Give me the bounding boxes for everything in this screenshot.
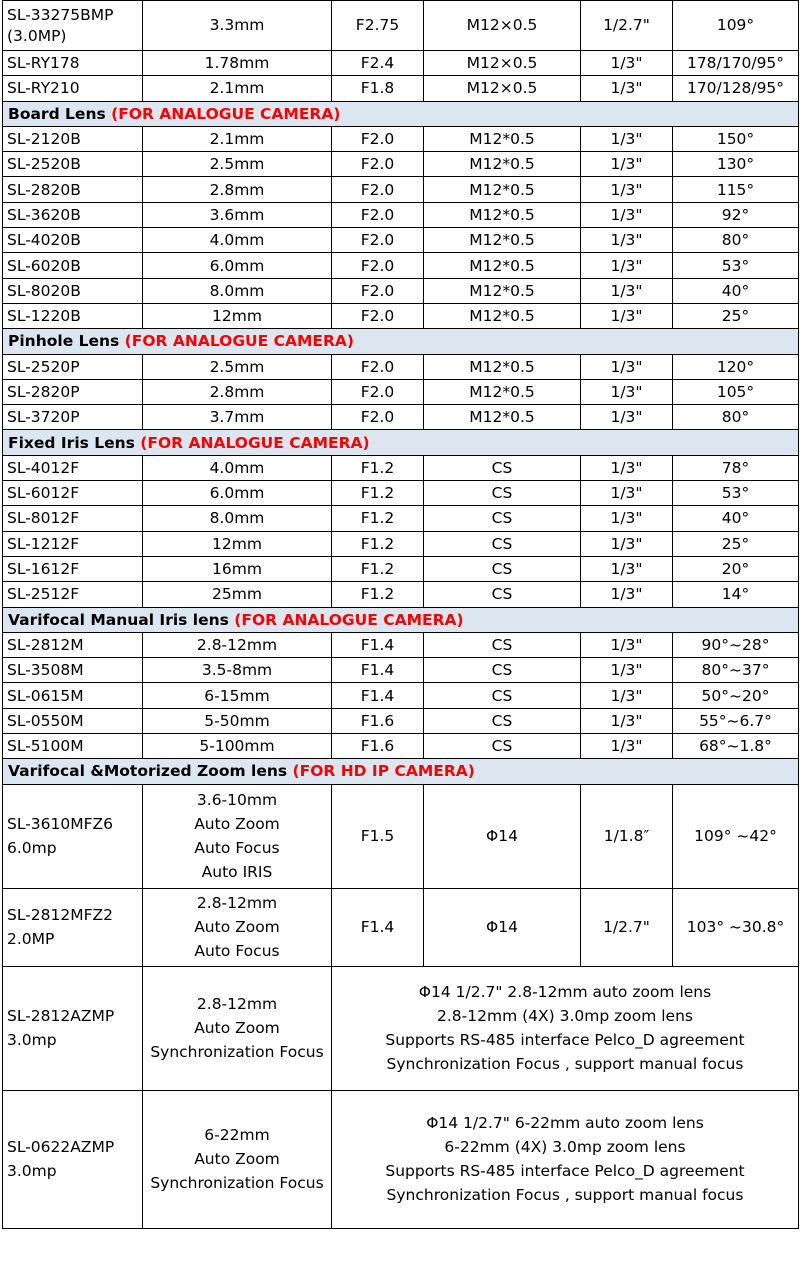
- aperture-cell: F1.2: [332, 506, 424, 531]
- focal-length-cell: 25mm: [143, 582, 332, 607]
- aperture-cell: F2.0: [332, 379, 424, 404]
- model-line: SL-3610MFZ6: [7, 815, 114, 834]
- aperture-cell: F1.4: [332, 683, 424, 708]
- sensor-cell: 1/3": [581, 202, 673, 227]
- view-angle-cell: 55°~6.7°: [673, 708, 799, 733]
- table-row: [3, 966, 799, 1090]
- section-title: Varifocal &Motorized Zoom lens: [8, 762, 293, 781]
- sensor-cell: 1/3": [581, 379, 673, 404]
- focal-length-cell: [143, 966, 332, 1090]
- lens-spec-table: [2, 0, 799, 1229]
- focal-length-cell: 6.0mm: [143, 253, 332, 278]
- mount-cell: CS: [424, 531, 581, 556]
- mount-cell: M12×0.5: [424, 51, 581, 76]
- section-header-row: [3, 430, 799, 455]
- mount-cell: CS: [424, 481, 581, 506]
- model-cell: SL-3508M: [3, 658, 143, 683]
- sensor-cell: 1/3": [581, 708, 673, 733]
- table-row: [3, 582, 799, 607]
- view-angle-cell: 120°: [673, 354, 799, 379]
- focal-length-cell: 4.0mm: [143, 228, 332, 253]
- mount-cell: M12*0.5: [424, 278, 581, 303]
- sensor-cell: 1/3": [581, 253, 673, 278]
- focal-length-cell: [143, 1090, 332, 1228]
- aperture-cell: F2.0: [332, 152, 424, 177]
- section-header-row: [3, 607, 799, 632]
- table-row: [3, 658, 799, 683]
- view-angle-cell: 14°: [673, 582, 799, 607]
- feature-line: Auto Zoom: [194, 918, 280, 937]
- focal-length-cell: 2.5mm: [143, 152, 332, 177]
- description-line: Supports RS-485 interface Pelco_D agreement: [385, 1162, 745, 1181]
- view-angle-cell: 90°~28°: [673, 632, 799, 657]
- mount-cell: M12×0.5: [424, 76, 581, 101]
- sensor-cell: 1/2.7": [581, 1, 673, 51]
- section-header-row: [3, 329, 799, 354]
- view-angle-cell: 25°: [673, 303, 799, 328]
- view-angle-cell: 150°: [673, 126, 799, 151]
- mount-cell: CS: [424, 556, 581, 581]
- focal-length-cell: 2.8-12mm: [143, 632, 332, 657]
- model-cell: SL-0615M: [3, 683, 143, 708]
- aperture-cell: F1.6: [332, 734, 424, 759]
- aperture-cell: F2.0: [332, 405, 424, 430]
- sensor-cell: 1/3": [581, 126, 673, 151]
- table-row: [3, 303, 799, 328]
- table-row: [3, 632, 799, 657]
- sensor-cell: 1/3": [581, 405, 673, 430]
- view-angle-cell: 25°: [673, 531, 799, 556]
- model-cell: [3, 784, 143, 888]
- view-angle-cell: 78°: [673, 455, 799, 480]
- sensor-cell: 1/3": [581, 506, 673, 531]
- model-cell: SL-2120B: [3, 126, 143, 151]
- section-header: [3, 329, 799, 354]
- section-header: [3, 607, 799, 632]
- model-cell: SL-4012F: [3, 455, 143, 480]
- table-row: [3, 683, 799, 708]
- aperture-cell: F2.0: [332, 126, 424, 151]
- mount-cell: M12*0.5: [424, 379, 581, 404]
- model-cell: SL-RY210: [3, 76, 143, 101]
- aperture-cell: F2.75: [332, 1, 424, 51]
- aperture-cell: F1.6: [332, 708, 424, 733]
- mount-cell: M12*0.5: [424, 354, 581, 379]
- focal-length-cell: 8.0mm: [143, 278, 332, 303]
- feature-line: Auto Zoom: [194, 1150, 280, 1169]
- table-row: [3, 379, 799, 404]
- mount-cell: CS: [424, 734, 581, 759]
- focal-length-cell: [143, 888, 332, 966]
- focal-length-cell: 3.6mm: [143, 202, 332, 227]
- feature-line: 2.8-12mm: [196, 894, 278, 913]
- view-angle-cell: 109°: [673, 1, 799, 51]
- table-row: [3, 278, 799, 303]
- focal-length-cell: 3.5-8mm: [143, 658, 332, 683]
- focal-length-cell: 5-50mm: [143, 708, 332, 733]
- sensor-cell: 1/3": [581, 152, 673, 177]
- model-cell: SL-3620B: [3, 202, 143, 227]
- table-row: [3, 506, 799, 531]
- mount-cell: CS: [424, 455, 581, 480]
- section-note: (FOR HD IP CAMERA): [292, 762, 475, 781]
- section-note: (FOR ANALOGUE CAMERA): [140, 433, 370, 452]
- model-cell: SL-2812M: [3, 632, 143, 657]
- focal-length-cell: 5-100mm: [143, 734, 332, 759]
- mount-cell: CS: [424, 658, 581, 683]
- table-row: [3, 51, 799, 76]
- aperture-cell: F1.5: [332, 784, 424, 888]
- model-cell: SL-2520P: [3, 354, 143, 379]
- view-angle-cell: 109° ~42°: [673, 784, 799, 888]
- sensor-cell: 1/3": [581, 303, 673, 328]
- view-angle-cell: 80°: [673, 228, 799, 253]
- model-cell: SL-2820P: [3, 379, 143, 404]
- aperture-cell: F2.4: [332, 51, 424, 76]
- aperture-cell: F2.0: [332, 253, 424, 278]
- focal-length-cell: 3.3mm: [143, 1, 332, 51]
- section-header-row: [3, 101, 799, 126]
- aperture-cell: F1.2: [332, 531, 424, 556]
- section-note: (FOR ANALOGUE CAMERA): [234, 610, 464, 629]
- section-note: (FOR ANALOGUE CAMERA): [111, 104, 341, 123]
- focal-length-cell: 2.5mm: [143, 354, 332, 379]
- model-line: (3.0MP): [7, 26, 67, 45]
- feature-line: 6-22mm: [204, 1126, 270, 1145]
- sensor-cell: 1/3": [581, 683, 673, 708]
- aperture-cell: F1.4: [332, 658, 424, 683]
- mount-cell: Φ14: [424, 888, 581, 966]
- aperture-cell: F1.2: [332, 455, 424, 480]
- focal-length-cell: 16mm: [143, 556, 332, 581]
- section-note: (FOR ANALOGUE CAMERA): [124, 332, 355, 351]
- model-cell: SL-0550M: [3, 708, 143, 733]
- model-cell: SL-RY178: [3, 51, 143, 76]
- table-row: [3, 531, 799, 556]
- model-cell: SL-2520B: [3, 152, 143, 177]
- model-cell: SL-1220B: [3, 303, 143, 328]
- model-cell: [3, 1090, 143, 1228]
- view-angle-cell: 20°: [673, 556, 799, 581]
- view-angle-cell: 40°: [673, 278, 799, 303]
- mount-cell: CS: [424, 632, 581, 657]
- mount-cell: M12*0.5: [424, 303, 581, 328]
- mount-cell: CS: [424, 708, 581, 733]
- table-row: [3, 708, 799, 733]
- focal-length-cell: 12mm: [143, 531, 332, 556]
- mount-cell: CS: [424, 582, 581, 607]
- feature-line: Auto Focus: [194, 839, 280, 858]
- view-angle-cell: 80°: [673, 405, 799, 430]
- view-angle-cell: 170/128/95°: [673, 76, 799, 101]
- view-angle-cell: 68°~1.8°: [673, 734, 799, 759]
- sensor-cell: 1/3": [581, 658, 673, 683]
- aperture-cell: F2.0: [332, 278, 424, 303]
- model-cell: SL-2820B: [3, 177, 143, 202]
- focal-length-cell: 6.0mm: [143, 481, 332, 506]
- mount-cell: M12*0.5: [424, 228, 581, 253]
- sensor-cell: 1/2.7": [581, 888, 673, 966]
- focal-length-cell: 1.78mm: [143, 51, 332, 76]
- table-row: [3, 1, 799, 51]
- focal-length-cell: 2.8mm: [143, 177, 332, 202]
- view-angle-cell: 50°~20°: [673, 683, 799, 708]
- sensor-cell: 1/3": [581, 51, 673, 76]
- description-line: Synchronization Focus , support manual focus: [386, 1186, 744, 1205]
- model-cell: SL-4020B: [3, 228, 143, 253]
- aperture-cell: F2.0: [332, 303, 424, 328]
- view-angle-cell: 40°: [673, 506, 799, 531]
- model-cell: [3, 1, 143, 51]
- table-row: [3, 455, 799, 480]
- model-cell: [3, 966, 143, 1090]
- sensor-cell: 1/1.8″: [581, 784, 673, 888]
- aperture-cell: F1.2: [332, 481, 424, 506]
- model-cell: SL-3720P: [3, 405, 143, 430]
- view-angle-cell: 103° ~30.8°: [673, 888, 799, 966]
- model-line: 6.0mp: [7, 839, 57, 858]
- sensor-cell: 1/3": [581, 481, 673, 506]
- mount-cell: M12*0.5: [424, 126, 581, 151]
- focal-length-cell: 8.0mm: [143, 506, 332, 531]
- mount-cell: M12*0.5: [424, 253, 581, 278]
- section-title: Pinhole Lens: [8, 332, 125, 351]
- model-cell: SL-5100M: [3, 734, 143, 759]
- table-row: [3, 405, 799, 430]
- model-cell: SL-1212F: [3, 531, 143, 556]
- feature-line: Synchronization Focus: [150, 1174, 324, 1193]
- focal-length-cell: 3.7mm: [143, 405, 332, 430]
- sensor-cell: 1/3": [581, 228, 673, 253]
- table-row: [3, 177, 799, 202]
- sensor-cell: 1/3": [581, 455, 673, 480]
- aperture-cell: F2.0: [332, 228, 424, 253]
- aperture-cell: F1.2: [332, 582, 424, 607]
- mount-cell: M12*0.5: [424, 202, 581, 227]
- aperture-cell: F2.0: [332, 354, 424, 379]
- table-row: [3, 734, 799, 759]
- view-angle-cell: 178/170/95°: [673, 51, 799, 76]
- model-cell: SL-2512F: [3, 582, 143, 607]
- section-title: Board Lens: [8, 104, 112, 123]
- view-angle-cell: 80°~37°: [673, 658, 799, 683]
- section-header: [3, 101, 799, 126]
- model-line: SL-2812AZMP: [7, 1007, 115, 1026]
- feature-line: 3.6-10mm: [196, 791, 278, 810]
- sensor-cell: 1/3": [581, 556, 673, 581]
- mount-cell: CS: [424, 506, 581, 531]
- table-row: [3, 556, 799, 581]
- description-cell: [332, 966, 799, 1090]
- view-angle-cell: 105°: [673, 379, 799, 404]
- mount-cell: M12×0.5: [424, 1, 581, 51]
- model-line: 3.0mp: [7, 1162, 57, 1181]
- mount-cell: M12*0.5: [424, 177, 581, 202]
- model-line: SL-0622AZMP: [7, 1138, 115, 1157]
- sensor-cell: 1/3": [581, 531, 673, 556]
- description-line: Supports RS-485 interface Pelco_D agreement: [385, 1031, 745, 1050]
- description-line: 2.8-12mm (4X) 3.0mp zoom lens: [437, 1007, 693, 1026]
- aperture-cell: F2.0: [332, 202, 424, 227]
- view-angle-cell: 53°: [673, 481, 799, 506]
- aperture-cell: F1.4: [332, 632, 424, 657]
- table-row: [3, 354, 799, 379]
- table-row: [3, 481, 799, 506]
- section-header-row: [3, 759, 799, 784]
- description-line: Φ14 1/2.7" 2.8-12mm auto zoom lens: [418, 983, 712, 1002]
- section-header: [3, 759, 799, 784]
- mount-cell: M12*0.5: [424, 405, 581, 430]
- model-line: 2.0MP: [7, 930, 55, 949]
- sensor-cell: 1/3": [581, 632, 673, 657]
- table-row: [3, 253, 799, 278]
- aperture-cell: F1.2: [332, 556, 424, 581]
- description-line: Synchronization Focus , support manual focus: [386, 1055, 744, 1074]
- feature-line: Auto Zoom: [194, 815, 280, 834]
- section-title: Fixed Iris Lens: [8, 433, 141, 452]
- section-header: [3, 430, 799, 455]
- sensor-cell: 1/3": [581, 582, 673, 607]
- mount-cell: CS: [424, 683, 581, 708]
- focal-length-cell: 2.1mm: [143, 126, 332, 151]
- sensor-cell: 1/3": [581, 76, 673, 101]
- focal-length-cell: 2.8mm: [143, 379, 332, 404]
- description-line: 6-22mm (4X) 3.0mp zoom lens: [444, 1138, 686, 1157]
- description-line: Φ14 1/2.7" 6-22mm auto zoom lens: [426, 1114, 704, 1133]
- focal-length-cell: [143, 784, 332, 888]
- sensor-cell: 1/3": [581, 177, 673, 202]
- feature-line: 2.8-12mm: [196, 995, 278, 1014]
- table-row: [3, 152, 799, 177]
- view-angle-cell: 130°: [673, 152, 799, 177]
- section-title: Varifocal Manual Iris lens: [8, 610, 235, 629]
- table-row: [3, 76, 799, 101]
- focal-length-cell: 12mm: [143, 303, 332, 328]
- table-row: [3, 784, 799, 888]
- feature-line: Auto IRIS: [201, 863, 273, 882]
- sensor-cell: 1/3": [581, 354, 673, 379]
- description-cell: [332, 1090, 799, 1228]
- sensor-cell: 1/3": [581, 278, 673, 303]
- model-cell: SL-8012F: [3, 506, 143, 531]
- model-line: SL-33275BMP: [7, 5, 114, 24]
- model-cell: SL-6012F: [3, 481, 143, 506]
- focal-length-cell: 4.0mm: [143, 455, 332, 480]
- table-row: [3, 228, 799, 253]
- model-cell: [3, 888, 143, 966]
- table-row: [3, 126, 799, 151]
- feature-line: Synchronization Focus: [150, 1043, 324, 1062]
- focal-length-cell: 6-15mm: [143, 683, 332, 708]
- table-row: [3, 888, 799, 966]
- table-row: [3, 202, 799, 227]
- view-angle-cell: 53°: [673, 253, 799, 278]
- view-angle-cell: 92°: [673, 202, 799, 227]
- focal-length-cell: 2.1mm: [143, 76, 332, 101]
- aperture-cell: F1.4: [332, 888, 424, 966]
- aperture-cell: F2.0: [332, 177, 424, 202]
- feature-line: Auto Zoom: [194, 1019, 280, 1038]
- model-cell: SL-6020B: [3, 253, 143, 278]
- table-row: [3, 1090, 799, 1228]
- model-line: 3.0mp: [7, 1031, 57, 1050]
- mount-cell: Φ14: [424, 784, 581, 888]
- aperture-cell: F1.8: [332, 76, 424, 101]
- feature-line: Auto Focus: [194, 942, 280, 961]
- model-cell: SL-1612F: [3, 556, 143, 581]
- mount-cell: M12*0.5: [424, 152, 581, 177]
- view-angle-cell: 115°: [673, 177, 799, 202]
- model-line: SL-2812MFZ2: [7, 906, 114, 925]
- model-cell: SL-8020B: [3, 278, 143, 303]
- sensor-cell: 1/3": [581, 734, 673, 759]
